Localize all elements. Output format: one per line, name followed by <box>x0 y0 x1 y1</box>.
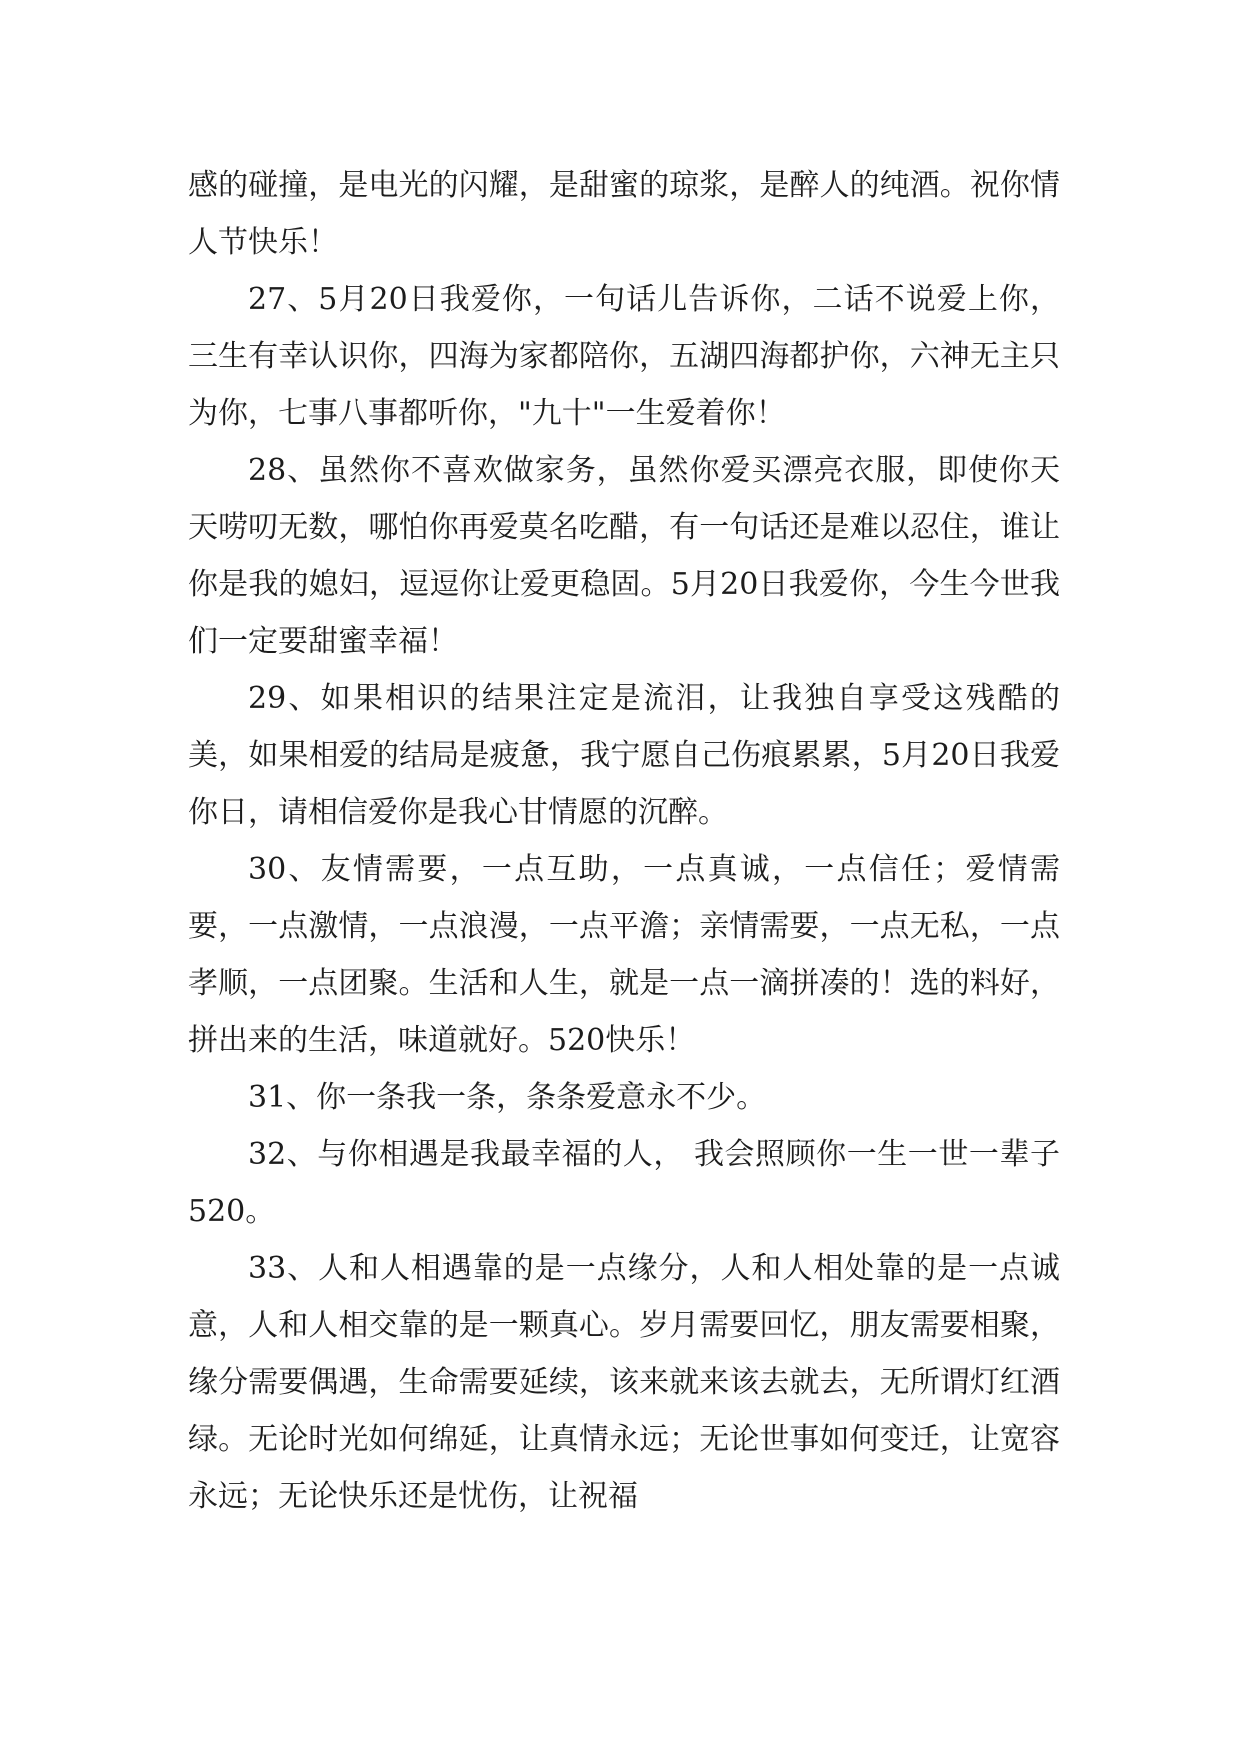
paragraph-30: 30、友情需要，一点互助，一点真诚，一点信任；爱情需要，一点激情，一点浪漫，一点平澹；亲情需要，一点无私，一点孝顺，一点团聚。生活和人生，就是一点一滴拼凑的！选的料好，拼出来的生活，味道就好。520快乐！ <box>188 852 1060 1058</box>
document-body <box>188 157 1060 1525</box>
paragraph-28: 28、虽然你不喜欢做家务，虽然你爱买漂亮衣服，即使你天天唠叨无数，哪怕你再爱莫名吃醋，有一句话还是难以忍住，谁让你是我的媳妇，逗逗你让爱更稳固。5月20日我爱你，今生今世我们一定要甜蜜幸福！ <box>188 453 1060 659</box>
paragraph-33: 33、人和人相遇靠的是一点缘分，人和人相处靠的是一点诚意，人和人相交靠的是一颗真心。岁月需要回忆，朋友需要相聚，缘分需要偶遇，生命需要延续，该来就来该去就去，无所谓灯红酒绿。无论时光如何绵延，让真情永远；无论世事如何变迁，让宽容永远；无论快乐还是忧伤，让祝福 <box>188 1251 1060 1514</box>
paragraph-32: 32、与你相遇是我最幸福的人， 我会照顾你一生一世一辈子 520。 <box>188 1137 1060 1229</box>
paragraph-29: 29、如果相识的结果注定是流泪，让我独自享受这残酷的美，如果相爱的结局是疲惫，我宁愿自己伤痕累累，5月20日我爱你日，请相信爱你是我心甘情愿的沉醉。 <box>188 681 1060 830</box>
paragraph-27: 27、5月20日我爱你，一句话儿告诉你，二话不说爱上你，三生有幸认识你，四海为家都陪你，五湖四海都护你，六神无主只为你，七事八事都听你，"九十"一生爱着你！ <box>188 282 1060 431</box>
paragraph-31: 31、你一条我一条，条条爱意永不少。 <box>248 1080 767 1115</box>
paragraph-26-continuation: 感的碰撞，是电光的闪耀，是甜蜜的琼浆，是醉人的纯酒。祝你情人节快乐！ <box>188 168 1060 260</box>
